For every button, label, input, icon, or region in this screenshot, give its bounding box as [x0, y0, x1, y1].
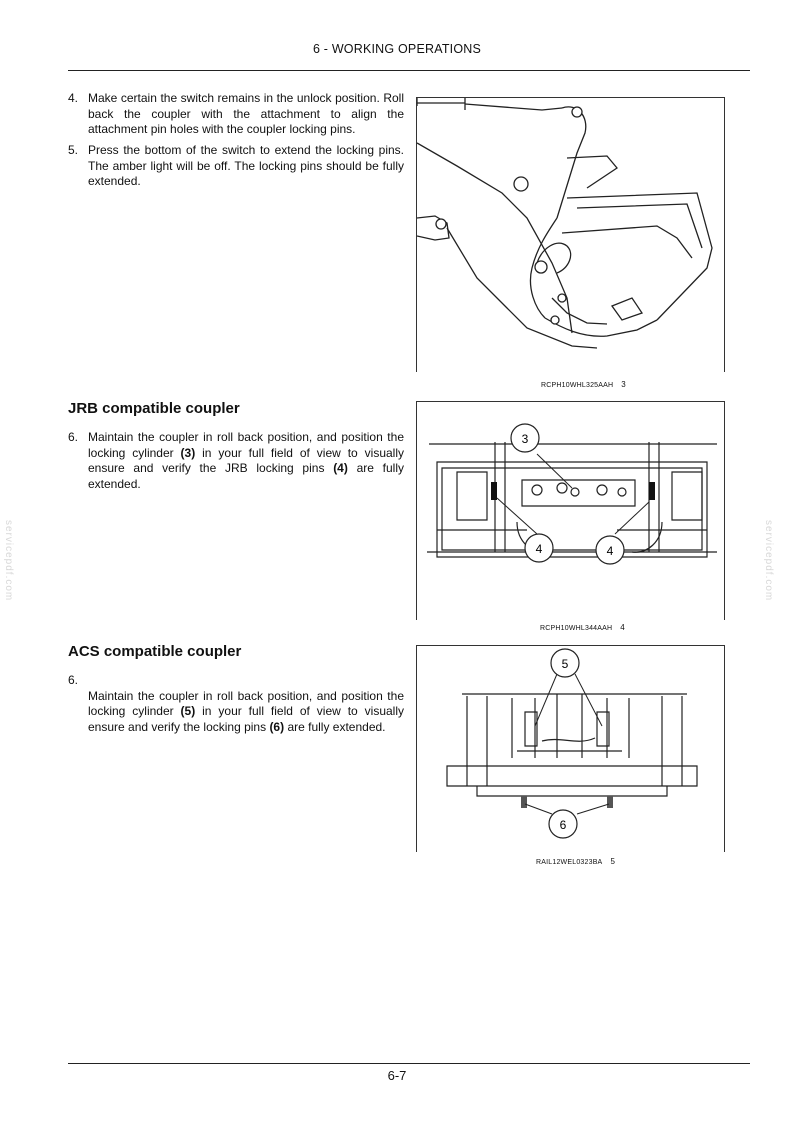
- figure-4-caption: [540, 623, 625, 632]
- callout-4: [596, 536, 624, 564]
- svg-text:6: 6: [559, 818, 567, 832]
- step-number: 5.: [68, 143, 79, 157]
- figure-5-caption: [536, 857, 615, 866]
- figure-code: RCPH10WHL325AAH: [541, 382, 614, 389]
- figure-5-image: [416, 645, 725, 852]
- step-5: [68, 143, 404, 190]
- acs-step-6: [68, 673, 404, 735]
- figure-number: 5: [610, 857, 616, 866]
- page-header-title: 6 - WORKING OPERATIONS: [312, 42, 482, 56]
- step-text: Make certain the switch remains in the unlock position. Roll back the coupler with the attachment to align the attachment pin holes with the coupler locking pins.: [88, 91, 404, 136]
- callout-ref: (5): [180, 704, 196, 718]
- step-text: Maintain the coupler in roll back position, and position the locking cylinder (3) in your full field of view to visually ensure and verify the JRB locking pins (4) are fully extended.: [88, 430, 404, 491]
- step-text: Maintain the coupler in roll back position, and position the locking cylinder (5) in your full field of view to visually ensure and verify the locking pins (6) are fully extended.: [88, 688, 404, 734]
- acs-heading: ACS compatible coupler: [68, 643, 242, 660]
- svg-text:5: 5: [561, 657, 569, 671]
- page-number: 6-7: [387, 1068, 407, 1083]
- svg-text:3: 3: [521, 432, 529, 446]
- header-rule: [68, 70, 750, 71]
- callout-ref: (3): [180, 445, 196, 460]
- locking-pin-right: [649, 482, 655, 500]
- step-number: 4.: [68, 91, 79, 105]
- acs-coupler-illustration: [417, 646, 724, 852]
- step-number: 6.: [68, 673, 79, 687]
- step-number: 6.: [68, 430, 79, 444]
- jrb-step-6: [68, 430, 404, 492]
- locking-pin-left: [521, 796, 527, 808]
- locking-pin-right: [607, 796, 613, 808]
- svg-text:4: 4: [535, 542, 543, 556]
- figure-4-image: [416, 401, 725, 620]
- step-4: [68, 91, 404, 138]
- step-text: Press the bottom of the switch to extend the locking pins. The amber light will be off. The locking pins should be fully extended.: [88, 143, 404, 188]
- figure-number: 4: [620, 623, 625, 632]
- figure-code: RAIL12WEL0323BA: [536, 859, 603, 866]
- figure-number: 3: [621, 380, 626, 389]
- callout-ref: (4): [333, 461, 348, 475]
- watermark-right: servicepdf.com: [763, 520, 774, 602]
- jrb-coupler-illustration: [417, 402, 724, 620]
- callout-3: [511, 424, 539, 452]
- figure-code: RCPH10WHL344AAH: [540, 625, 613, 632]
- figure-3-image: [416, 97, 725, 372]
- svg-text:4: 4: [606, 544, 614, 558]
- callout-5: [551, 649, 579, 677]
- figure-3-caption: [541, 380, 626, 389]
- callout-4: [525, 534, 553, 562]
- locking-pin-left: [491, 482, 497, 500]
- callout-6: [549, 810, 577, 838]
- loader-arm-illustration: [417, 98, 724, 372]
- footer-rule: [68, 1063, 750, 1064]
- jrb-heading: JRB compatible coupler: [68, 400, 240, 417]
- callout-ref: (6): [269, 719, 285, 734]
- watermark-left: servicepdf.com: [3, 520, 14, 602]
